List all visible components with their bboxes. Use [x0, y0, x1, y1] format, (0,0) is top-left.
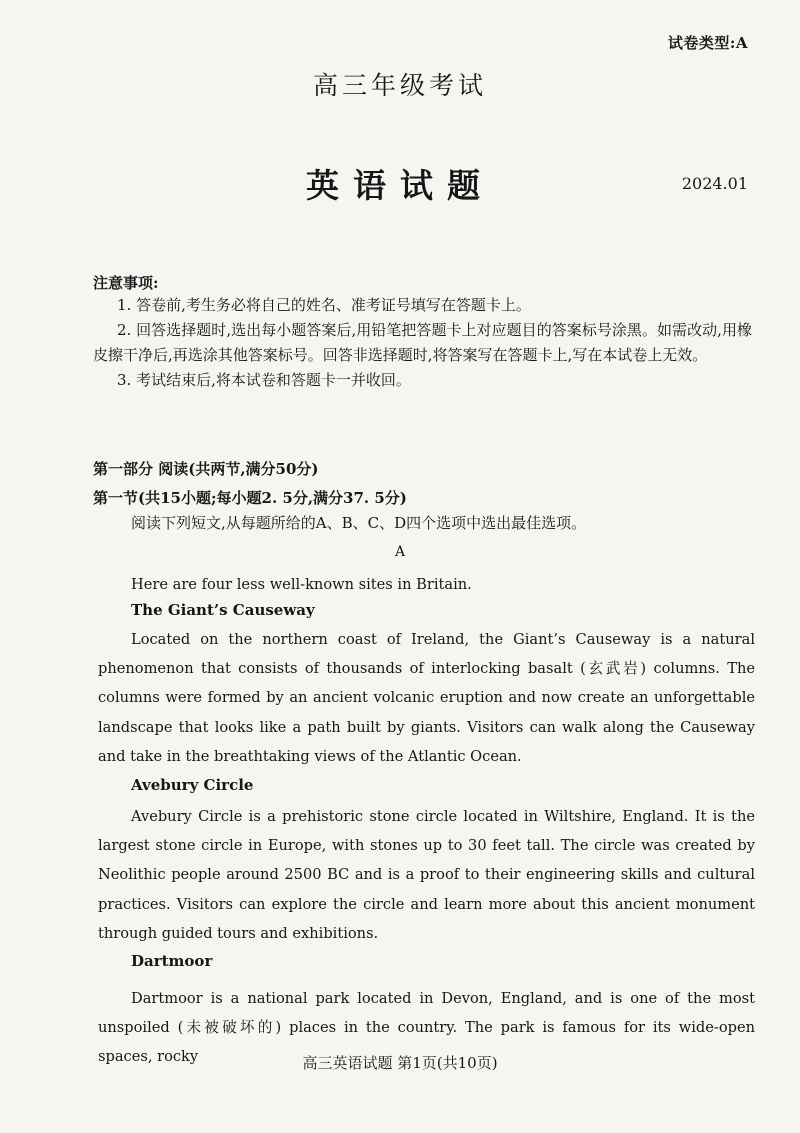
passage-label: A: [394, 544, 406, 560]
site-paragraph: Avebury Circle is a prehistoric stone circle located in Wiltshire, England. It is the largest stone circle in Europe, with stones up to 30 feet tall. The circle was created by Neolithic people around 2500 BC and is a proof to their engineering skills and cultural practices. Visitors can explore the circle and learn more about this ancient monument through guided tours and exhibitions.: [98, 808, 755, 942]
site-title: Avebury Circle: [131, 776, 254, 794]
notes-heading: 注意事项:: [93, 274, 159, 292]
note-item: 3. 考试结束后,将本试卷和答题卡一并收回。: [117, 371, 411, 389]
site-paragraph: Dartmoor is a national park located in Devon, England, and is one of the most unspoiled (未被破坏的) places in the country. The park is famous for its wide-open spaces, rocky: [98, 990, 755, 1066]
exam-title: 英语试题: [306, 166, 494, 205]
site-description: [98, 625, 755, 771]
note-item: 2. 回答选择题时,选出每小题答案后,用铅笔把答题卡上对应题目的答案标号涂黑。如需改动,用橡皮擦干净后,再选涂其他答案标号。回答非选择题时,将答案写在答题卡上,写在本试卷上无效。: [93, 321, 752, 364]
site-title: The Giant’s Causeway: [131, 601, 315, 619]
exam-level-title: 高三年级考试: [312, 71, 487, 100]
section-heading: 第一节(共15小题;每小题2. 5分,满分37. 5分): [93, 489, 407, 507]
exam-date: 2024.01: [681, 174, 748, 193]
paper-type-label: 试卷类型:A: [667, 34, 748, 52]
notes-list: [93, 293, 752, 393]
site-paragraph: Located on the northern coast of Ireland, the Giant’s Causeway is a natural phenomenon that consists of thousands of interlocking basalt (玄武岩) columns. The columns were formed by an ancient volcanic eruption and now create an unforgettable landscape that looks like a path built by giants. Visitors can walk along the Causeway and take in the breathtaking views of the Atlantic Ocean.: [98, 631, 755, 765]
site-description: [98, 802, 755, 948]
passage-intro: Here are four less well-known sites in Britain.: [131, 576, 472, 593]
part-heading: 第一部分 阅读(共两节,满分50分): [93, 460, 319, 478]
note-item: 1. 答卷前,考生务必将自己的姓名、准考证号填写在答题卡上。: [117, 296, 531, 314]
reading-instruction: 阅读下列短文,从每题所给的A、B、C、D四个选项中选出最佳选项。: [131, 514, 587, 532]
site-title: Dartmoor: [131, 952, 213, 970]
page-footer: 高三英语试题 第1页(共10页): [302, 1054, 498, 1072]
